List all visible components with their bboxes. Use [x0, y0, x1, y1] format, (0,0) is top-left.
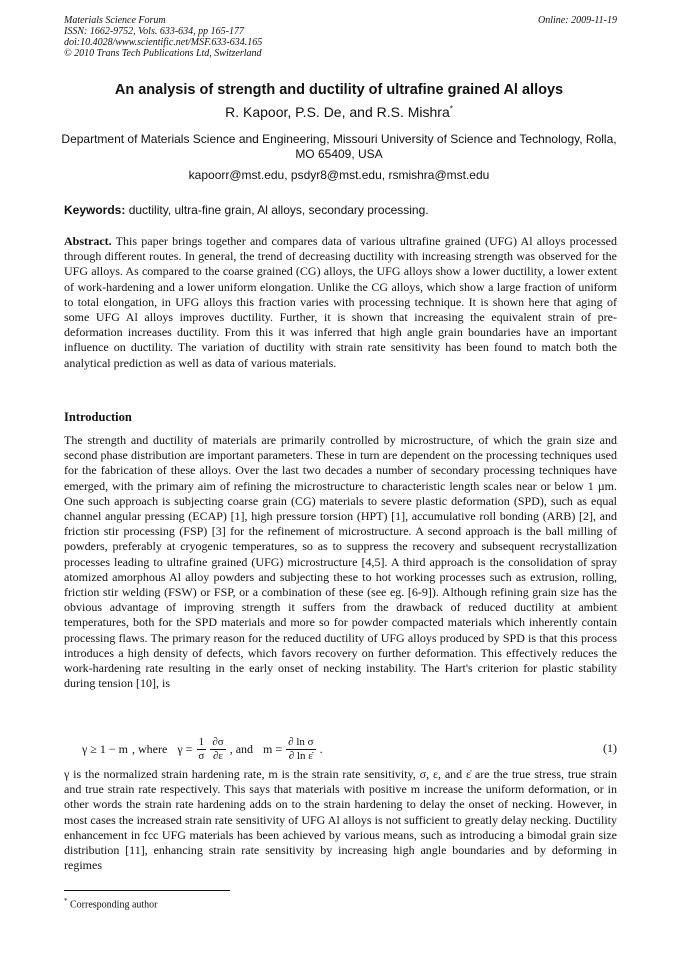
issn-line: ISSN: 1662-9752, Vols. 633-634, pp 165-177: [64, 26, 244, 37]
fraction-denominator: ∂ ln ε̇: [288, 749, 313, 762]
doi-line: doi:10.4028/www.scientific.net/MSF.633-634.165: [64, 37, 263, 48]
abstract: [64, 234, 617, 371]
keywords-text: ductility, ultra-fine grain, Al alloys, secondary processing.: [125, 203, 429, 217]
fraction-numerator: 1: [198, 735, 205, 748]
equation-gamma: γ =: [177, 741, 193, 756]
footnote-divider: [64, 890, 230, 891]
journal-header: [64, 15, 617, 59]
fraction-denominator: ∂ε: [213, 749, 224, 762]
fraction-dln-sigma-dln-epsdot: [286, 736, 315, 763]
equation-1: [64, 734, 617, 764]
corresponding-mark: *: [449, 104, 453, 114]
keywords: [64, 203, 617, 217]
equation-content: [82, 734, 323, 764]
authors-text: R. Kapoor, P.S. De, and R.S. Mishra: [225, 104, 450, 120]
online-date: Online: 2009-11-19: [538, 15, 617, 26]
footnote: [64, 897, 158, 910]
author-list: [40, 104, 638, 120]
abstract-label: Abstract.: [64, 234, 112, 248]
journal-name: Materials Science Forum: [64, 15, 166, 26]
equation-number: (1): [603, 741, 617, 755]
equation-m: m =: [263, 741, 283, 756]
equation-and: , and: [229, 741, 254, 756]
abstract-text: This paper brings together and compares data of various ultrafine grained (UFG) Al alloys processed through different routes. In general, the trend of decreasing ductility with increasing strength was observed for the UFG alloys. As compared to the coarse grained (CG) alloys, the UFG alloys show a lower ductility, a lower extent of work-hardening and a lower uniform elongation. Unlike the CG alloys, which show a large fraction of uniform to total elongation, in UFG alloys this fraction varies with processing technique. It is shown here that aging of some UFG Al alloys improves ductility. Further, it is shown that increasing the equivalent strain of pre-deformation increases ductility. From this it was inferred that high angle grain boundaries have an important influence on ductility. The variation of ductility with strain rate sensitivity has been found to match both the analytical prediction as well as data of various materials.: [64, 234, 617, 370]
fraction-dsigma-depsilon: [210, 736, 225, 763]
copyright-line: © 2010 Trans Tech Publications Ltd, Switzerland: [64, 48, 262, 59]
footnote-text: Corresponding author: [67, 899, 158, 911]
intro-paragraph-2: γ is the normalized strain hardening rate, m is the strain rate sensitivity, σ, ε, and ε̇ are the true stress, true strain and true strain rate respectively. This says that materials with positive m increase the uniform deformation, or in other words the strain rate hardening adds on to the strain hardening to delay the onset of necking. However, in most cases the increased strain rate sensitivity of UFG Al alloys is not sufficient to greatly delay necking. Ductility enhancement in fcc UFG materials has been achieved by various means, such as introducing a bimodal grain size distribution [11], enhancing strain rate sensitivity by increasing high angle boundaries and by deforming in regimes: [64, 767, 617, 873]
equation-where: , where: [132, 741, 168, 756]
fraction-denominator: σ: [198, 749, 205, 762]
equation-lhs: γ ≥ 1 − m: [82, 741, 128, 756]
fraction-numerator: ∂σ: [212, 735, 224, 748]
fraction-numerator: ∂ ln σ: [288, 735, 314, 748]
keywords-label: Keywords:: [64, 203, 126, 217]
author-emails: kapoorr@mst.edu, psdyr8@mst.edu, rsmishra@mst.edu: [188, 168, 490, 182]
footnote-mark: *: [64, 897, 68, 905]
equation-end: .: [319, 741, 323, 756]
paper-title: An analysis of strength and ductility of ultrafine grained Al alloys: [114, 82, 564, 98]
intro-paragraph-1: The strength and ductility of materials are primarily controlled by microstructure, of which the grain size and second phase distribution are important parameters. These in turn are dependent on the processing techniques used for the fabrication of these alloys. Over the last two decades a number of secondary processing techniques have emerged, with the primary aim of refining the microstructure to characteristic length scales near or below 1 µm. One such approach is subjecting coarse grain (CG) materials to severe plastic deformation (SPD), such as equal channel angular pressing (ECAP) [1], high pressure torsion (HPT) [1], accumulative roll bonding (ARB) [2], and friction stir processing (FSP) [3] for the refinement of microstructure. A second approach is the ball milling of powders, preferably at cryogenic temperatures, so as to suppress the recovery and subsequent recrystallization processes leading to ultrafine grained (UFG) microstructure [4,5]. A third approach is the consolidation of spray atomized amorphous Al alloy powders and subjecting these to hot working processes such as extrusion, rolling, friction stir welding (FSW) or FSP, or a combination of these (see eg. [6-9]). Although refining grain size has the obvious advantage of improving strength it suffers from the drawback of reduced ductility at ambient temperatures, both for the SPD materials and more so for powder compacted materials which inherently contain processing flaws. The primary reason for the reduced ductility of UFG alloys produced by SPD is that this process introduces a high density of defects, which favors recovery on further deformation. This effectively reduces the work-hardening rate resulting in the early onset of necking instability. The Hart's criterion for plastic stability during tension [10], is: [64, 433, 617, 691]
fraction-one-over-sigma: [196, 736, 206, 763]
section-heading-introduction: Introduction: [64, 410, 132, 424]
affiliation: Department of Materials Science and Engineering, Missouri University of Science and Technology, Rolla, MO 65409, USA: [61, 132, 617, 161]
